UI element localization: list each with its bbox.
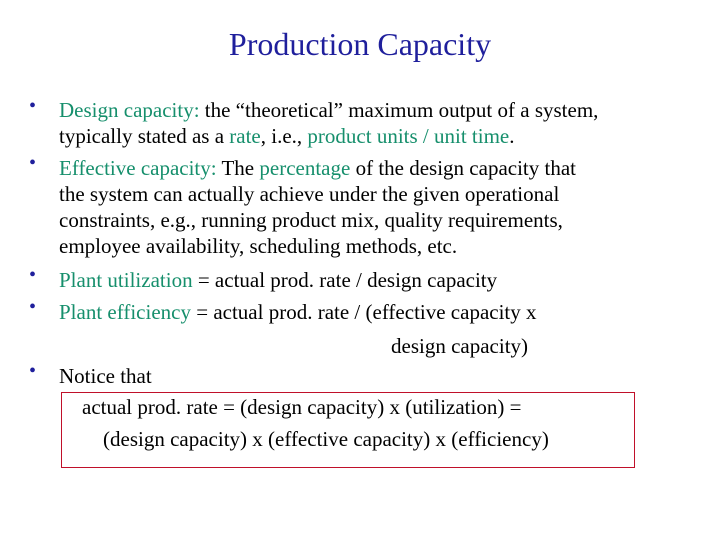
text: = actual prod. rate / design capacity — [192, 268, 498, 292]
term-plant-efficiency: Plant efficiency — [59, 300, 191, 324]
text: , i.e., — [260, 124, 308, 148]
text: of the design capacity that — [350, 156, 576, 180]
equation-line-1: actual prod. rate = (design capacity) x (utilization) = — [82, 395, 522, 419]
bullet-marker: • — [29, 296, 37, 318]
bullet-marker: • — [29, 152, 37, 174]
bullet-marker: • — [29, 360, 37, 382]
text: The — [216, 156, 260, 180]
bullet-effective-line2: the system can actually achieve under the given operational — [59, 182, 560, 206]
bullet-marker: • — [29, 264, 37, 286]
text: = actual prod. rate / (effective capacity x — [190, 300, 537, 324]
bullet-marker: • — [29, 95, 37, 117]
term-percentage: percentage — [259, 156, 351, 180]
term-units: product units / unit time — [307, 124, 510, 148]
term-effective-capacity: Effective capacity: — [59, 156, 217, 180]
bullet-effective-line3: constraints, e.g., running product mix, quality requirements, — [59, 208, 563, 232]
text: . — [509, 124, 515, 148]
equation-line-2: (design capacity) x (effective capacity) x (efficiency) — [103, 427, 549, 451]
text: typically stated as a — [59, 124, 230, 148]
bullet-plant-efficiency-cont: design capacity) — [391, 334, 529, 358]
bullet-effective-line4: employee availability, scheduling methods, etc. — [59, 234, 458, 258]
bullet-design-capacity-cont — [59, 120, 515, 152]
term-rate: rate — [229, 124, 261, 148]
bullet-notice: Notice that — [59, 364, 152, 388]
text: the “theoretical” maximum output of a system, — [199, 98, 599, 122]
bullet-plant-utilization — [59, 264, 497, 296]
bullet-plant-efficiency — [59, 296, 537, 328]
term-plant-utilization: Plant utilization — [59, 268, 193, 292]
slide-title: Production Capacity — [228, 26, 492, 62]
term-design-capacity: Design capacity: — [59, 98, 200, 122]
